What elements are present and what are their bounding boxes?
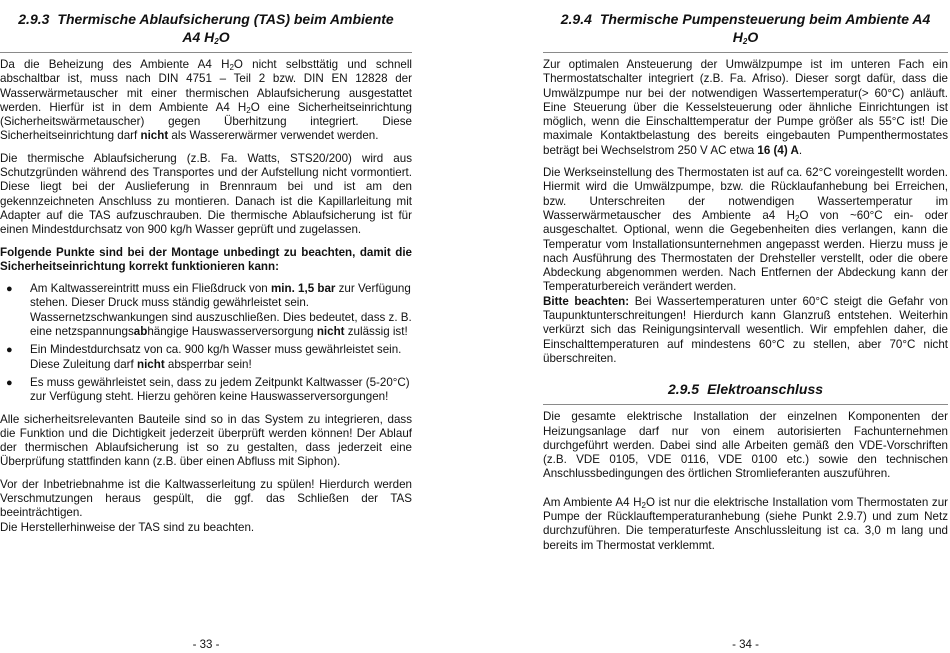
heading-line2: A4 H: [182, 29, 215, 45]
heading-sub: 2: [214, 37, 219, 46]
bullet-list: [0, 282, 412, 404]
paragraph: Da die Beheizung des Ambiente A4 $H_2O$ nicht selbsttätig und schnell abschaltbar ist, muss nach DIN 4751 – Teil 2 bzw. DIN EN 12828 der Wasserwärmetauscher mit einer thermischen Ablaufsicherung ausgestattet werden. Hierfür ist in dem Ambiente A4 $H_2O$ eine Sicherheitseinrichtung (Sicherheitswärmetauscher) gegen Überhitzung integriert. Diese Sicherheitseinrichtung darf nicht als Wassererwärmer verwendet werden.: [0, 58, 412, 143]
section-2-9-5: [543, 380, 948, 553]
bullet-icon: ●: [6, 344, 13, 357]
bullet-icon: ●: [6, 283, 13, 296]
section-heading-2-9-4: [543, 10, 948, 46]
page-number: - 34 -: [732, 639, 759, 651]
paragraph: Zur optimalen Ansteuerung der Umwälzpumpe ist im unteren Fach ein Thermostatschalter integriert (z.B. Fa. Afriso). Dieser sorgt dafür, dass die Umwälzpumpe nur bei der notwendigen Wassertemperatur(> 60°C) anläuft. Eine Steuerung über die Kesselsteuerung oder ähnliche Einrichtungen ist möglich, wenn die Einschalttemperatur der Pumpe größer als 55°C ist! Die maximale Kontaktbelastung des bereits eingebauten Pumpenthermostates beträgt bei Wechselstrom 250 V AC etwa 16 (4) A.: [543, 58, 948, 157]
heading-number: 2.9.4: [560, 11, 592, 27]
page-number: - 33 -: [192, 639, 220, 651]
left-page: [0, 0, 412, 653]
paragraph-note: Bitte beachten: Bei Wassertemperaturen unter 60°C steigt die Gefahr von Taupunktunterschreitungen! Hierdurch kann Glanzruß entstehen. Weiterhin verkürzt sich das Reinigungsintervall wesentlich. Wir empfehlen daher, die Einschalttemperaturen auf mindestens 60°C zu stellen, aber 70°C nicht überschreiten.: [543, 294, 948, 365]
heading-divider: [0, 52, 412, 53]
section-heading-2-9-3: [0, 10, 412, 46]
paragraph: Die Werkseinstellung des Thermostaten ist auf ca. 62°C voreingestellt worden. Hiermit wird die Umwälzpumpe, bzw. die Rücklaufanhebung bei Erreichen, bzw. Unterschreiten der notwendigen Wassertemperatur im Wasserwärmetauscher des Ambiente a4 $H_2O$ von ~60°C ein- oder ausgeschaltet. Optional, wenn die Gegebenheiten dies verlangen, kann die Temperatur vom Installationsunternehmen angepasst werden. Hierzu muss je nach Ausführung des Thermostaten der Drehsteller verstellt, oder die obere Abdeckung abgenommen werden. Nach Entfernen der Abdeckung kann der Temperaturbereich verändert werden.: [543, 166, 948, 294]
paragraph: Alle sicherheitsrelevanten Bauteile sind so in das System zu integrieren, dass die Funktion und die Dichtigkeit jederzeit überprüft werden können! Der Ablauf der thermischen Ablaufsicherung ist so zu gestalten, dass jederzeit eine Überprüfung stattfinden kann (z.B. über einen Abfluss mit Siphon).: [0, 412, 412, 469]
paragraph: Die thermische Ablaufsicherung (z.B. Fa. Watts, STS20/200) wird aus Schutzgründen während des Transportes und der Aufstellung nicht vormontiert. Diese liegt bei der Auslieferung in Brennraum bei und ist am den gekennzeichneten Anschluss zu montieren. Danach ist die Kapillarleitung mit Adapter auf die TAS aufzuschrauben. Die thermische Ablaufsicherung ist für einen Mindestdurchsatz von 900 kg/h Wasser geprüft und zugelassen.: [0, 151, 412, 237]
heading-sub: 2: [742, 37, 748, 46]
paragraph: Die gesamte elektrische Installation der einzelnen Komponenten der Heizungsanlage darf nur von einem autorisierten Fachunternehmen durchgeführt werden. Dabei sind alle Arbeiten gemäß den VDE-Vorschriften (z.B. VDE 0105, VDE 0116, VDE 0100 etc.) sowie den technischen Anschlussbedingungen des örtlichen Stromlieferanten auszuführen.: [543, 410, 948, 481]
heading-number: 2.9.3: [18, 11, 50, 27]
heading-divider: [543, 52, 948, 53]
section-heading-2-9-5: [543, 380, 948, 398]
heading-line2: H: [732, 29, 743, 45]
heading-line1: Thermische Pumpensteuerung beim Ambiente A4: [599, 11, 931, 27]
paragraph: Die Herstellerhinweise der TAS sind zu beachten.: [0, 520, 255, 534]
paragraph: Vor der Inbetriebnahme ist die Kaltwasserleitung zu spülen! Hierdurch werden Verschmutzungen heraus gespült, die ggf. das Schließen der TAS beeinträchtigen.: [0, 477, 412, 520]
heading-line2-end: O: [218, 29, 230, 45]
list-item: ● Am Kaltwassereintritt muss ein Fließdruck von min. 1,5 bar zur Verfügung stehen. Dieser Druck muss ständig gewährleistet sein. Wassernetzschwankungen sind auszuschließen. Dies bedeutet, dass z. B. eine netzspannungsabhängige Hauswasserversorgung nicht zulässig ist!: [6, 282, 412, 339]
list-item: ● Es muss gewährleistet sein, dass zu jedem Zeitpunkt Kaltwasser (5-20°C) zur Verfügung steht. Hierzu gehören keine Hauswasserversorgungen!: [6, 375, 410, 404]
list-item: ● Ein Mindestdurchsatz von ca. 900 kg/h Wasser muss gewährleistet sein. Diese Zuleitung darf nicht absperrbar sein!: [6, 343, 402, 371]
paragraph: Am Ambiente A4 $H_2O$ ist nur die elektrische Installation vom Thermostaten zur Pumpe der Rücklauftemperaturanhebung (siehe Punkt 2.9.7) und zum Netz durchzuführen. Die temperaturfeste Anschlussleitung ist ca. 3,0 m lang und bereits im Thermostat verklemmt.: [543, 495, 948, 552]
heading-divider: [543, 404, 948, 405]
paragraph-emphasis: Folgende Punkte sind bei der Montage unbedingt zu beachten, damit die Sicherheitseinrichtung korrekt funktionieren kann:: [0, 245, 412, 273]
right-page: [543, 0, 948, 653]
heading-line2-end: O: [747, 29, 759, 45]
bullet-icon: ●: [6, 376, 13, 389]
heading-title: Elektroanschluss: [707, 381, 824, 398]
heading-number: 2.9.5: [667, 381, 700, 398]
heading-line1: Thermische Ablaufsicherung (TAS) beim Ambiente: [57, 11, 394, 27]
